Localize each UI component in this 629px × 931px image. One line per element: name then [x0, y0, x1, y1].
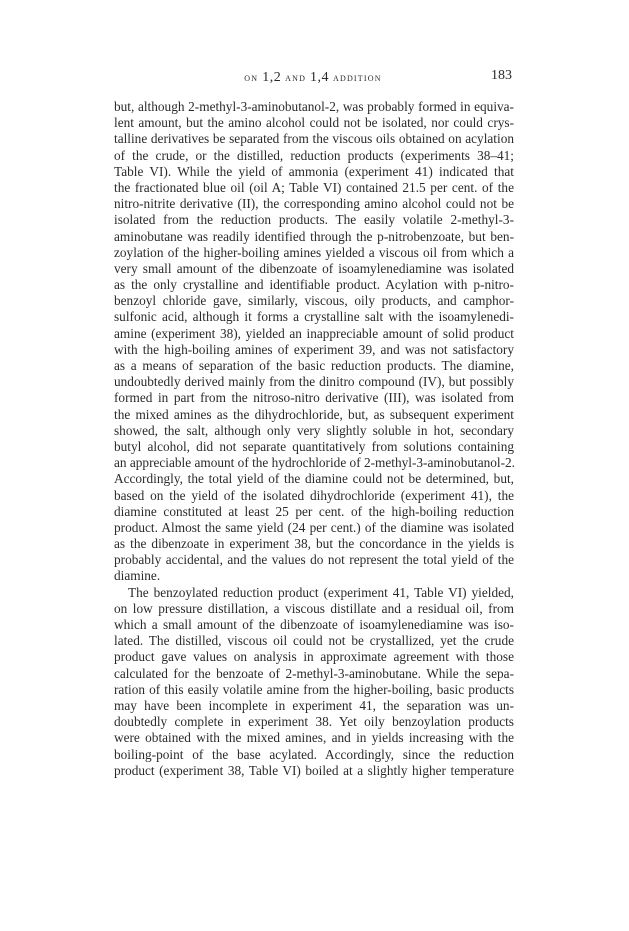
- text-line: showed, the salt, although only very slightly soluble in hot, secondary: [114, 422, 514, 438]
- text-line: boiling-point of the base acylated. Accordingly, since the reduction: [114, 746, 514, 762]
- text-line: very small amount of the dibenzoate of isoamylenediamine was isolated: [114, 260, 514, 276]
- text-line: product (experiment 38, Table VI) boiled at a slightly higher temperature: [114, 762, 514, 778]
- running-title: [114, 70, 512, 86]
- text-line: sulfonic acid, although it forms a crystalline salt with the isoamylenedi-: [114, 309, 514, 325]
- text-line: benzoyl chloride gave, similarly, viscous, oily products, and camphor-: [114, 293, 514, 309]
- text-line: formed in part from the nitroso-nitro derivative (III), was isolated from: [114, 390, 514, 406]
- running-title-mid: 1,2: [262, 70, 282, 85]
- text-line: zoylation of the higher-boiling amines yielded a viscous oil from which a: [114, 244, 514, 260]
- text-line: but, although 2-methyl-3-aminobutanol-2, was probably formed in equiva-: [114, 99, 514, 114]
- text-line: probably accidental, and the values do not represent the total yield of the: [114, 552, 514, 568]
- running-head: [114, 68, 512, 86]
- text-line: undoubtedly derived mainly from the dinitro compound (IV), but possibly: [114, 374, 514, 390]
- running-title-post: addition: [329, 72, 382, 84]
- text-line: diamine.: [114, 568, 161, 584]
- text-line: amine (experiment 38), yielded an inappreciable amount of solid product: [114, 325, 514, 341]
- text-line: were obtained with the mixed amines, and in yields increasing with the: [114, 730, 514, 746]
- text-line: nitro-nitrite derivative (II), the corresponding amino alcohol could not be: [114, 196, 514, 212]
- text-line: lent amount, but the amino alcohol could not be isolated, nor could crys-: [114, 115, 514, 131]
- text-line: The benzoylated reduction product (experiment 41, Table VI) yielded,: [128, 584, 514, 600]
- text-line: on low pressure distillation, a viscous distillate and a residual oil, from: [114, 600, 514, 616]
- text-line: doubtedly complete in experiment 38. Yet oily benzoylation products: [114, 714, 514, 730]
- text-line: may have been incomplete in experiment 41, the separation was un-: [114, 697, 514, 713]
- text-line: the fractionated blue oil (oil A; Table VI) contained 21.5 per cent. of the: [114, 179, 514, 195]
- text-line: talline derivatives be separated from the viscous oils obtained on acylation: [114, 131, 514, 147]
- body-text: [114, 99, 514, 779]
- text-line: as a means of separation of the basic reduction products. The diamine,: [114, 358, 514, 373]
- running-title-and: and: [281, 72, 311, 84]
- text-line: with the high-boiling amines of experiment 39, and was not satisfactory: [114, 341, 514, 357]
- text-line: lated. The distilled, viscous oil could not be crystallized, yet the crude: [114, 633, 514, 649]
- text-line: isolated from the reduction products. The easily volatile 2-methyl-3-: [114, 212, 514, 228]
- text-line: of the crude, or the distilled, reduction products (experiments 38–41;: [114, 147, 514, 163]
- text-line: aminobutane was readily identified through the p-nitrobenzoate, but ben-: [114, 228, 514, 244]
- text-line: Table VI). While the yield of ammonia (experiment 41) indicated that: [114, 163, 514, 179]
- text-line: ration of this easily volatile amine from the higher-boiling, basic products: [114, 681, 514, 697]
- text-line: which a small amount of the dibenzoate of isoamylenediamine was iso-: [114, 617, 514, 632]
- page-number: 183: [491, 68, 512, 83]
- text-line: calculated for the benzoate of 2-methyl-3-aminobutane. While the sepa-: [114, 665, 514, 681]
- running-title-end: 1,4: [310, 70, 330, 85]
- text-line: as the only crystalline and identifiable product. Acylation with p-nitro-: [114, 277, 514, 293]
- text-line: butyl alcohol, did not separate quantitatively from solutions containing: [114, 438, 514, 454]
- text-line: product. Almost the same yield (24 per cent.) of the diamine was isolated: [114, 519, 514, 535]
- running-title-pre: on: [244, 72, 263, 84]
- text-line: diamine constituted at least 25 per cent. of the high-boiling reduction: [114, 503, 514, 519]
- text-line: an appreciable amount of the hydrochloride of 2-methyl-3-aminobutanol-2.: [114, 455, 515, 471]
- text-line: product gave values on analysis in approximate agreement with those: [114, 649, 514, 665]
- text-line: as the dibenzoate in experiment 38, but the concordance in the yields is: [114, 536, 514, 552]
- text-line: the mixed amines as the dihydrochloride, but, as subsequent experiment: [114, 406, 514, 422]
- text-line: Accordingly, the total yield of the diamine could not be determined, but,: [114, 471, 514, 487]
- text-line: based on the yield of the isolated dihydrochloride (experiment 41), the: [114, 487, 514, 503]
